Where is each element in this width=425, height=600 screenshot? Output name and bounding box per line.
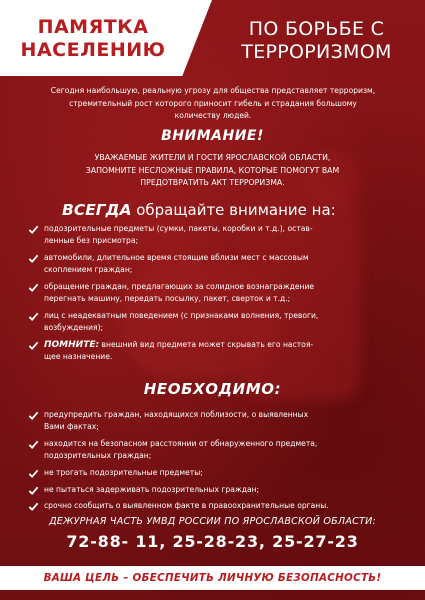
- list-item-line: щее назначение.: [44, 352, 113, 362]
- list-item-line: подозрительных граждан;: [44, 451, 152, 461]
- list-item: [28, 467, 404, 479]
- necessary-heading: НЕОБХОДИМО:: [143, 380, 282, 398]
- check-icon: [28, 501, 39, 512]
- always-heading-rest: обращайте внимание на:: [131, 201, 336, 219]
- intro-line: количеству людей.: [174, 111, 252, 121]
- necessary-list: [28, 409, 404, 517]
- intro-line: стремительный рост которого приносит гибель и страдания большому: [69, 98, 357, 108]
- list-item: [28, 223, 404, 248]
- appeal-text: [40, 152, 385, 190]
- list-item-line: перегнать машину, передать посылку, пакет, сверток и т.д.;: [44, 294, 291, 304]
- footer-banner: [0, 566, 425, 590]
- intro-text: [24, 85, 402, 123]
- list-item: [28, 310, 404, 335]
- list-item: [28, 484, 404, 496]
- list-item: [28, 252, 404, 277]
- check-icon: [28, 410, 39, 421]
- check-icon: [28, 311, 39, 322]
- always-heading-bold: ВСЕГДА: [62, 201, 132, 219]
- appeal-line: УВАЖАЕМЫЕ ЖИТЕЛИ И ГОСТИ ЯРОСЛАВСКОЙ ОБЛАСТИ,: [94, 153, 331, 162]
- duty-office-label: ДЕЖУРНАЯ ЧАСТЬ УМВД РОССИИ ПО ЯРОСЛАВСКОЙ ОБЛАСТИ:: [49, 516, 376, 527]
- list-item-line: [44, 339, 404, 351]
- check-icon: [28, 439, 39, 450]
- check-icon: [28, 485, 39, 496]
- list-item-line: Вами фактах;: [44, 422, 99, 432]
- list-item-line: не пытаться задерживать подозрительных граждан;: [44, 484, 260, 494]
- list-item: [28, 409, 404, 434]
- check-icon: [28, 468, 39, 479]
- intro-line: Сегодня наибольшую, реальную угрозу для общества представляет терроризм,: [50, 86, 376, 95]
- title-memo: [0, 16, 186, 62]
- list-item-line: находится на безопасном расстоянии от обнаруженного предмета,: [44, 439, 318, 448]
- list-item-line: скоплением граждан;: [44, 265, 133, 275]
- title-subject-line1: ПО БОРЬБЕ С: [248, 18, 385, 40]
- list-item-line: лиц с неадекватным поведением (с признаками волнения, тревоги,: [44, 311, 319, 320]
- list-item: [28, 281, 404, 306]
- check-icon: [28, 282, 39, 293]
- always-list: [28, 223, 404, 368]
- remember-text: внешний вид предмета может скрывать его настоя-: [99, 340, 314, 349]
- footer-slogan: ВАША ЦЕЛЬ – ОБЕСПЕЧИТЬ ЛИЧНУЮ БЕЗОПАСНОСТЬ!: [43, 572, 382, 584]
- list-item-line: автомобили, длительное время стоящие вблизи мест с массовым: [44, 253, 309, 262]
- list-item-line: подозрительные предметы (сумки, пакеты, коробки и т.д.), остав-: [44, 224, 313, 233]
- list-item: [28, 500, 404, 512]
- list-item-line: предупредить граждан, находящихся поблизости, о выявленных: [44, 410, 309, 419]
- title-subject: [214, 18, 419, 64]
- appeal-line: ПРЕДОТВРАТИТЬ АКТ ТЕРРОРИЗМА.: [140, 178, 285, 187]
- title-memo-line1: ПАМЯТКА: [37, 16, 149, 38]
- check-icon: [28, 340, 39, 351]
- header: [0, 0, 425, 76]
- appeal-line: ЗАПОМНИТЕ НЕСЛОЖНЫЕ ПРАВИЛА, КОТОРЫЕ ПОМОГУТ ВАМ: [85, 165, 340, 175]
- title-memo-line2: НАСЕЛЕНИЮ: [20, 39, 166, 61]
- phone-numbers: 72-88- 11, 25-28-23, 25-27-23: [66, 532, 359, 551]
- list-item-line: ленные без присмотра;: [44, 236, 139, 246]
- list-item-line: обращение граждан, предлагающих за солидное вознаграждение: [44, 282, 315, 291]
- check-icon: [28, 224, 39, 235]
- list-item-line: не трогать подозрительные предметы;: [44, 468, 203, 477]
- list-item-line: возбуждения);: [44, 323, 104, 333]
- remember-label: ПОМНИТЕ:: [44, 340, 100, 350]
- list-item-line: срочно сообщить о выявленном факте в правоохранительные органы.: [44, 501, 329, 511]
- always-heading: [62, 201, 392, 219]
- list-item: [28, 438, 404, 463]
- attention-heading: ВНИМАНИЕ!: [161, 128, 264, 144]
- check-icon: [28, 253, 39, 264]
- title-subject-line2: ТЕРРОРИЗМОМ: [241, 41, 392, 63]
- list-item-remember: [28, 339, 404, 364]
